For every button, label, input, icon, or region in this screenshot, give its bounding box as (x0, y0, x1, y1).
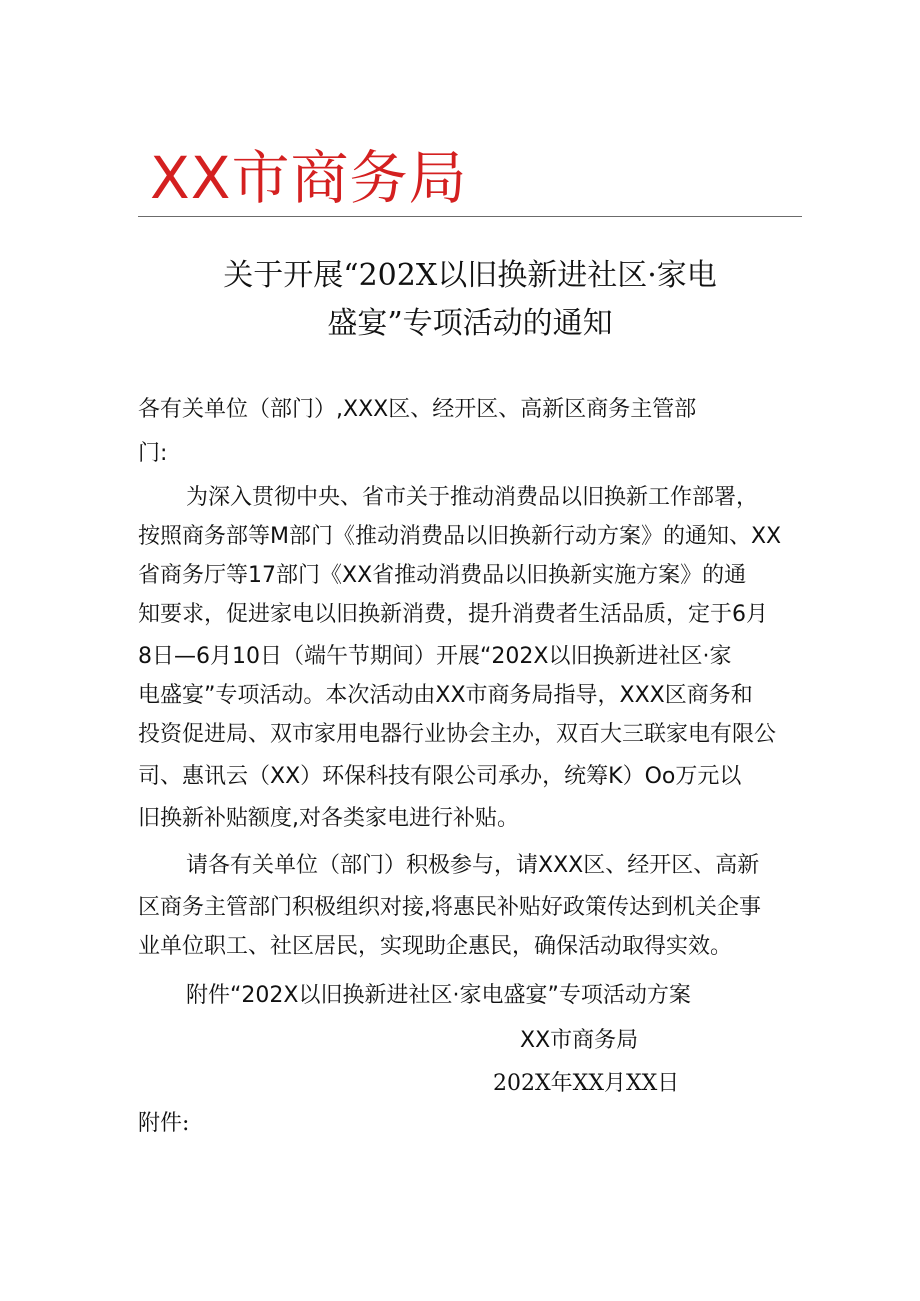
salutation-line-2: 门: (138, 441, 168, 466)
body-para2-line: 请各有关单位（部门）积极参与，请XXX区、经开区、高新 (186, 853, 760, 878)
document-title-line-2: 盛宴”专项活动的通知 (327, 306, 613, 341)
salutation-line-1: 各有关单位（部门）,XXX区、经开区、高新区商务主管部 (138, 397, 697, 422)
header-divider (138, 216, 802, 217)
signature-date: 202X年XX月XX日 (493, 1071, 680, 1096)
attachment-note: 附件“202X以旧换新进社区·家电盛宴”专项活动方案 (186, 983, 691, 1008)
signature-issuer: XX市商务局 (520, 1028, 639, 1053)
body-para2-line: 区商务主管部门积极组织对接,将惠民补贴好政策传达到机关企事 (138, 895, 761, 920)
body-para1-line: 省商务厅等17部门《XX省推动消费品以旧换新实施方案》的通 (138, 563, 747, 588)
body-para1-line: 按照商务部等M部门《推动消费品以旧换新行动方案》的通知、XX (138, 524, 782, 549)
body-para1-line: 知要求，促进家电以旧换新消费，提升消费者生活品质，定于6月 (138, 602, 768, 627)
body-para2-line: 业单位职工、社区居民，实现助企惠民，确保活动取得实效。 (138, 934, 733, 959)
body-para1-line: 司、惠讯云（XX）环保科技有限公司承办，统筹K）Oo万元以 (138, 764, 742, 789)
body-para1-line: 旧换新补贴额度,对各类家电进行补贴。 (138, 806, 519, 831)
document-title-line-1: 关于开展“202X以旧换新进社区·家电 (223, 258, 717, 293)
attachment-label: 附件: (138, 1111, 190, 1136)
issuer-header: XX市商务局 (150, 144, 468, 212)
body-para1-line: 电盛宴”专项活动。本次活动由XX市商务局指导，XXX区商务和 (138, 683, 753, 708)
body-para1-line: 8日—6月10日（端午节期间）开展“202X以旧换新进社区·家 (138, 644, 732, 669)
body-para1-line: 投资促进局、双市家用电器行业协会主办，双百大三联家电有限公 (138, 722, 777, 747)
body-para1-line: 为深入贯彻中央、省市关于推动消费品以旧换新工作部署， (186, 485, 759, 510)
